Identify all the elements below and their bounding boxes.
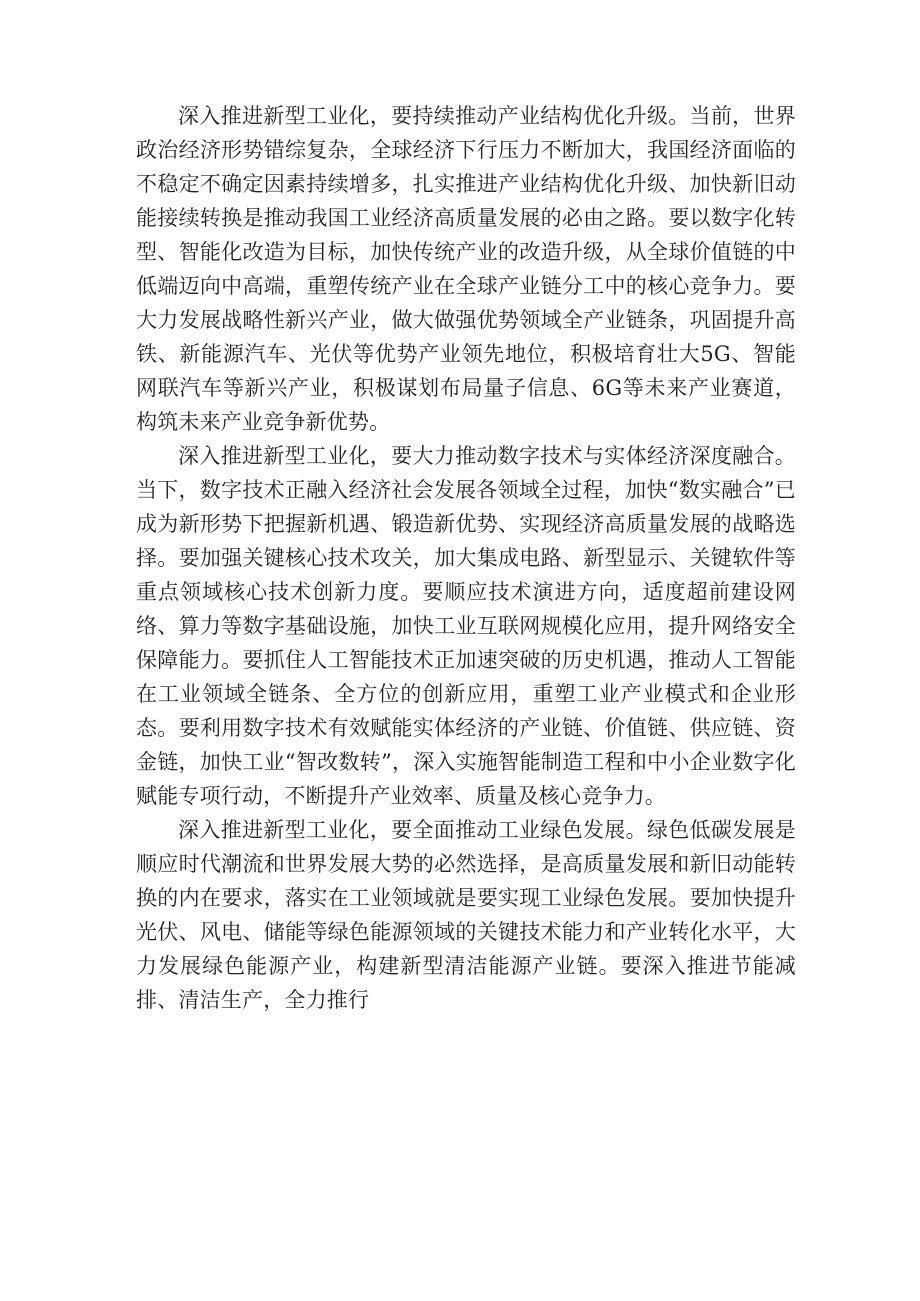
paragraph-digital-integration: 深入推进新型工业化，要大力推动数字技术与实体经济深度融合。当下，数字技术正融入经济社会发展各领域全过程，加快“数实融合”已成为新形势下把握新机遇、锻造新优势、实现经济高质量发展的战略选择。要加强关键核心技术攻关，加大集成电路、新型显示、关键软件等重点领域核心技术创新力度。要顺应技术演进方向，适度超前建设网络、算力等数字基础设施，加快工业互联网规模化应用，提升网络安全保障能力。要抓住人工智能技术正加速突破的历史机遇，推动人工智能在工业领域全链条、全方位的创新应用，重塑工业产业模式和企业形态。要利用数字技术有效赋能实体经济的产业链、价值链、供应链、资金链，加快工业“智改数转”，深入实施智能制造工程和中小企业数字化赋能专项行动，不断提升产业效率、质量及核心竞争力。: [136, 444, 796, 808]
paragraph-green-development: 深入推进新型工业化，要全面推动工业绿色发展。绿色低碳发展是顺应时代潮流和世界发展大势的必然选择，是高质量发展和新旧动能转换的内在要求，落实在工业领域就是要实现工业绿色发展。要加快提升光伏、风电、储能等绿色能源领域的关键技术能力和产业转化水平，大力发展绿色能源产业，构建新型清洁能源产业链。要深入推进节能减排、清洁生产，全力推行: [136, 818, 796, 1012]
document-body: [136, 99, 796, 1017]
paragraph-industrial-structure: 深入推进新型工业化，要持续推动产业结构优化升级。当前，世界政治经济形势错综复杂，全球经济下行压力不断加大，我国经济面临的不稳定不确定因素持续增多，扎实推进产业结构优化升级、加快新旧动能接续转换是推动我国工业经济高质量发展的必由之路。要以数字化转型、智能化改造为目标，加快传统产业的改造升级，从全球价值链的中低端迈向中高端，重塑传统产业在全球产业链分工中的核心竞争力。要大力发展战略性新兴产业，做大做强优势领域全产业链条，巩固提升高铁、新能源汽车、光伏等优势产业领先地位，积极培育壮大5G、智能网联汽车等新兴产业，积极谋划布局量子信息、6G等未来产业赛道，构筑未来产业竞争新优势。: [136, 104, 796, 434]
